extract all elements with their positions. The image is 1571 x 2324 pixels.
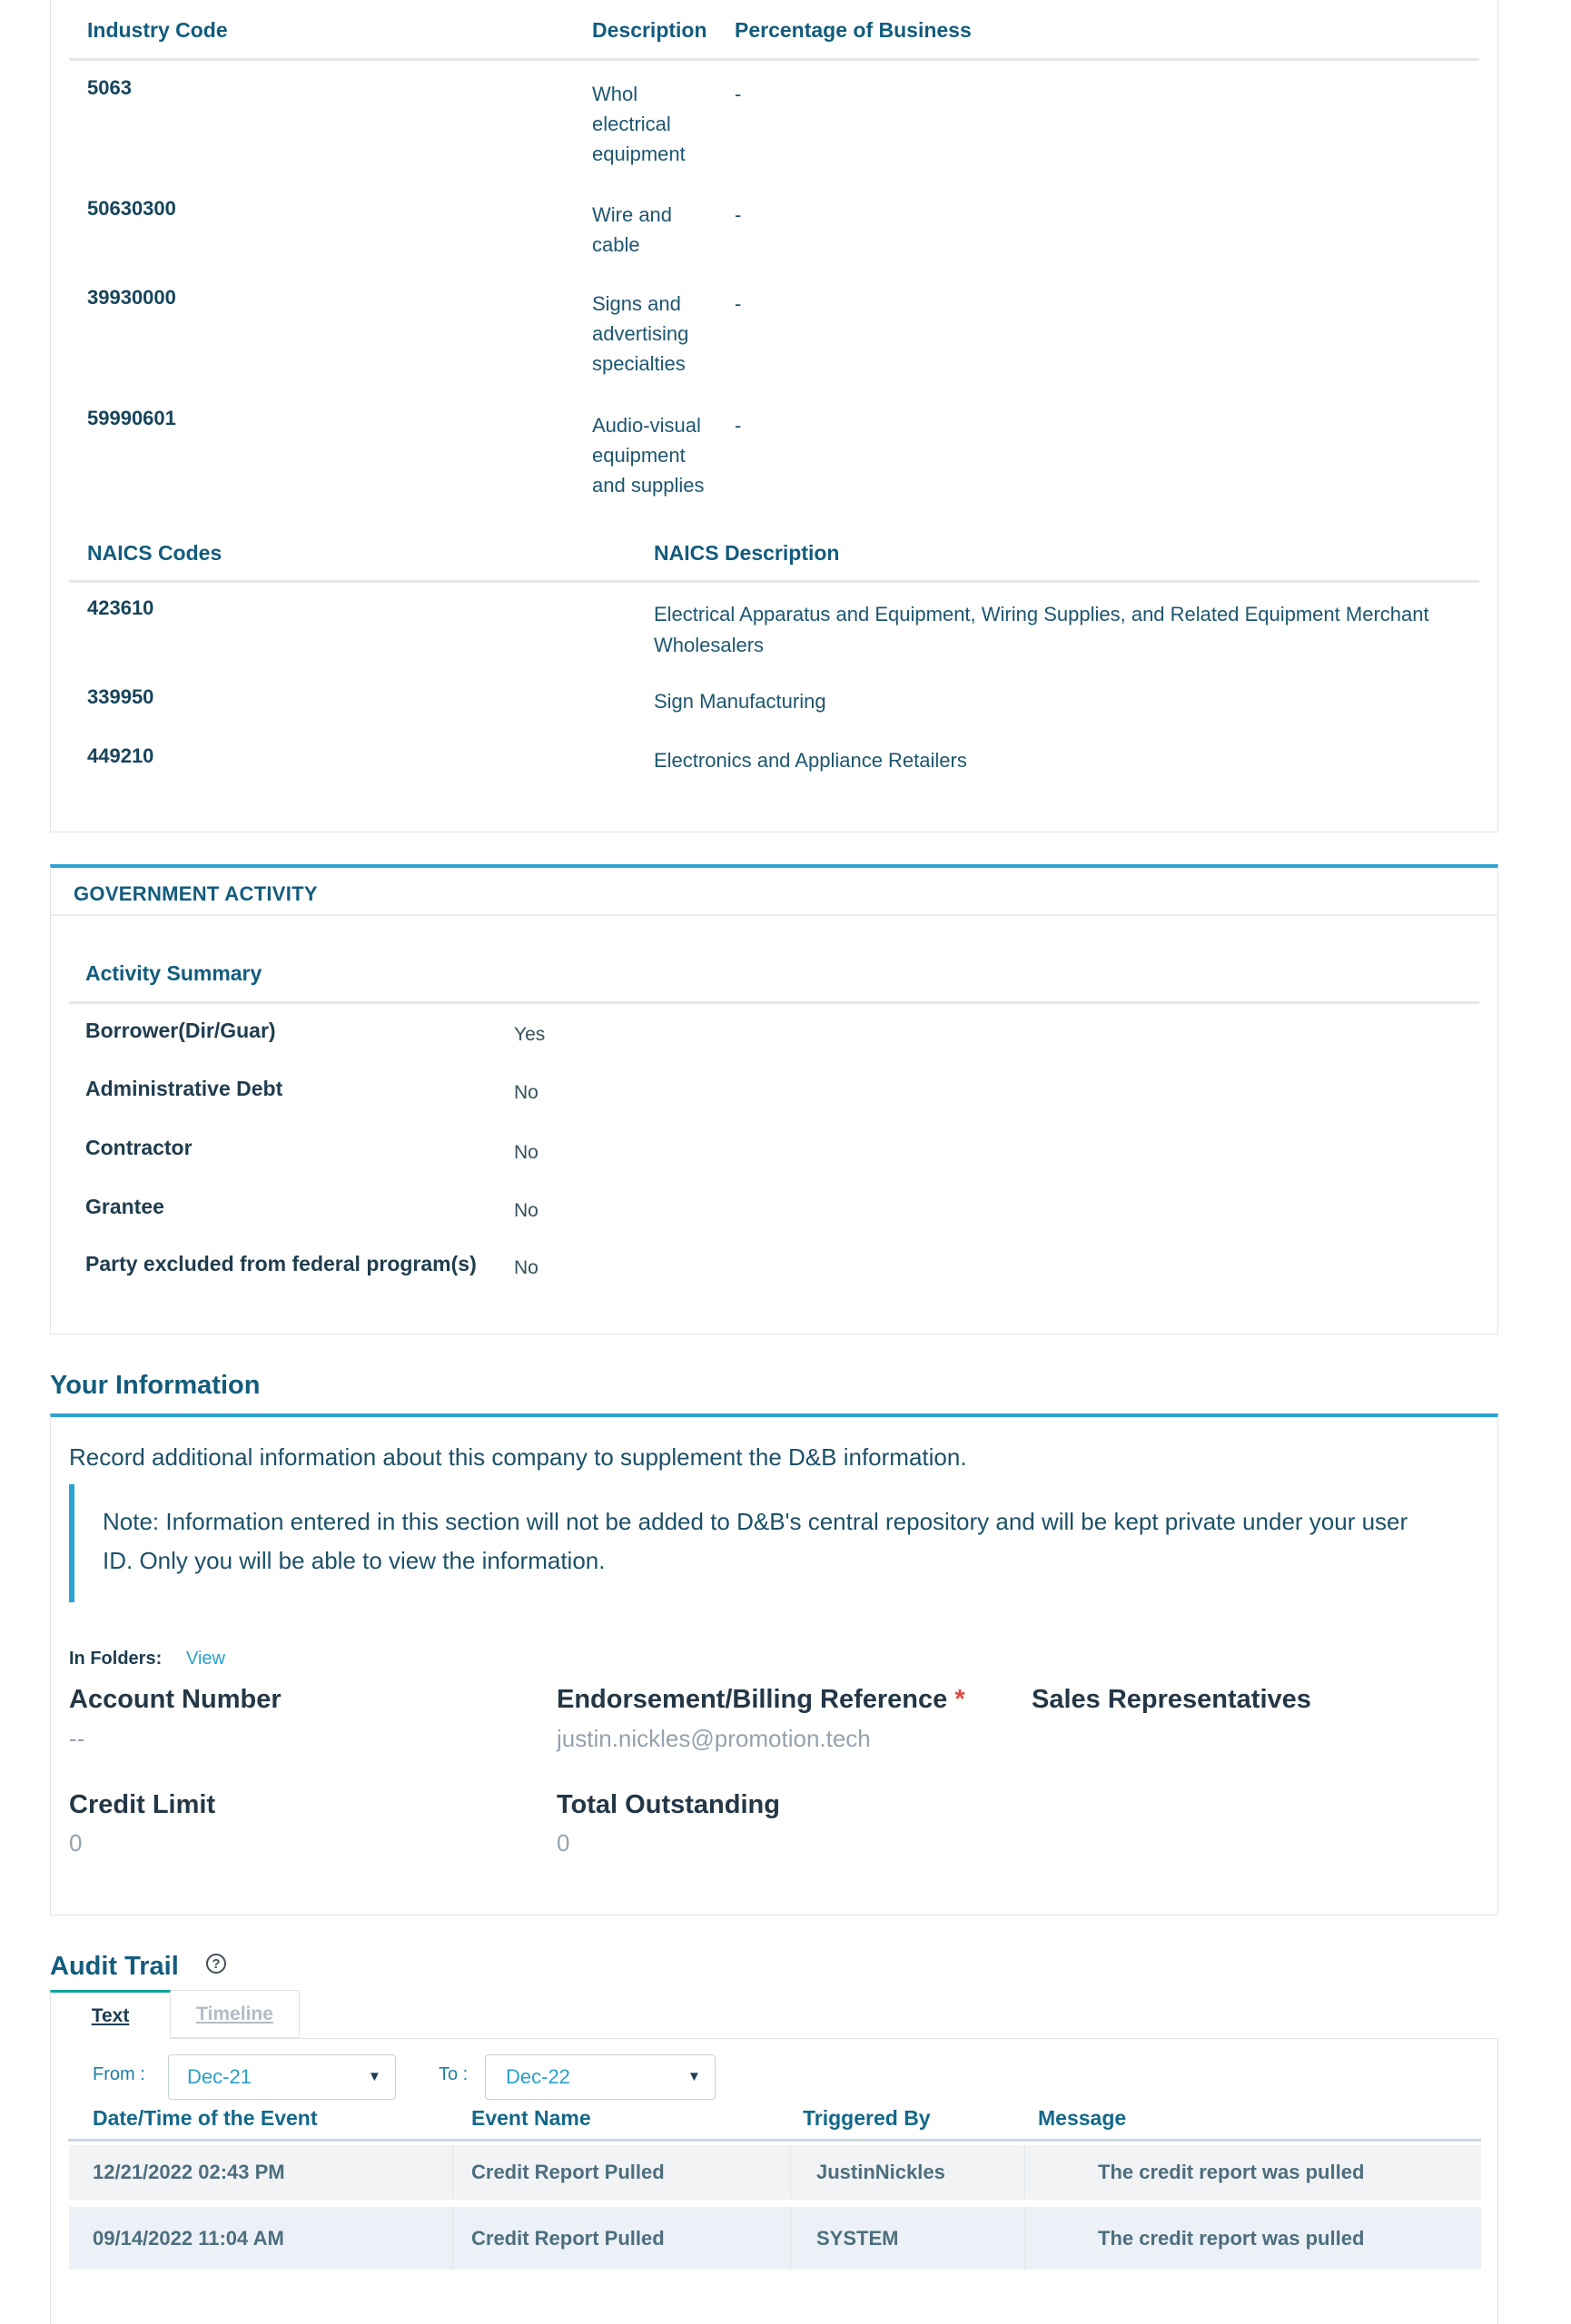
chevron-down-icon: ▼ [368,2069,381,2084]
activity-row-value: No [514,1200,538,1221]
to-label: To : [439,2064,469,2084]
activity-row-value: No [514,1142,538,1163]
activity-row-label: Administrative Debt [85,1077,283,1100]
table-row[interactable] [69,2207,1481,2270]
activity-summary-divider [69,1001,1479,1004]
naics-code-cell: 339950 [87,685,154,708]
tab-text-label: Text [91,2004,130,2026]
your-information-card [50,1413,1498,1915]
total-outstanding-value[interactable]: 0 [557,1829,570,1856]
note-text: Note: Information entered in this section will not be added to D&B's central repository and will be kept private under your user ID. Only you will be able to view the information. [103,1508,1408,1574]
header-divider [69,58,1479,61]
industry-pct-cell: - [735,203,742,226]
tab-text[interactable] [50,1990,171,2039]
activity-row-label: Contractor [85,1136,193,1159]
industry-code-cell: 39930000 [87,286,176,309]
naics-description-header: NAICS Description [654,541,840,565]
industry-desc-cell: Signs and advertising specialties [592,292,689,375]
your-information-title: Your Information [50,1371,261,1400]
industry-code-cell: 5063 [87,76,132,99]
audit-header-message: Message [1038,2106,1127,2130]
tab-timeline[interactable] [171,1990,300,2038]
account-number-value[interactable]: -- [69,1725,85,1752]
industry-desc-cell: Wire and cable [592,203,673,256]
audit-cell-datetime: 12/21/2022 02:43 PM [69,2145,453,2200]
audit-header-underline [68,2139,1481,2142]
section-header-divider [51,914,1497,916]
endorsement-value[interactable]: justin.nickles@promotion.tech [557,1725,871,1752]
description-header: Description [592,18,707,42]
your-information-intro: Record additional information about this company to supplement the D&B information. [69,1443,967,1471]
industry-pct-cell: - [735,414,742,437]
activity-row-label: Party excluded from federal program(s) [85,1252,477,1275]
note-accent-bar [69,1484,74,1602]
activity-row-value: No [514,1082,538,1103]
credit-limit-label: Credit Limit [69,1790,216,1819]
audit-cell-event: Credit Report Pulled [453,2145,791,2200]
activity-row-value: No [514,1257,538,1278]
industry-code-header: Industry Code [87,18,228,42]
naics-desc-cell: Electronics and Appliance Retailers [654,749,967,772]
to-date-select[interactable] [485,2054,716,2100]
tab-timeline-label: Timeline [196,2003,273,2024]
industry-desc-cell: Whol electrical equipment [592,83,686,165]
industry-naics-card [50,0,1498,832]
industry-desc-cell: Audio-visual equipment and supplies [592,414,705,497]
activity-row-label: Grantee [85,1195,164,1218]
audit-cell-triggered: JustinNickles [791,2145,1025,2200]
from-label: From : [93,2064,145,2084]
government-activity-card [50,864,1498,1334]
credit-limit-value[interactable]: 0 [69,1829,83,1856]
industry-code-cell: 59990601 [87,407,176,429]
audit-header-datetime: Date/Time of the Event [93,2106,318,2130]
industry-pct-cell: - [735,83,742,105]
from-date-select[interactable] [168,2054,396,2100]
account-number-label: Account Number [69,1685,282,1714]
total-outstanding-label: Total Outstanding [557,1790,780,1819]
naics-code-cell: 449210 [87,744,154,767]
naics-desc-cell: Sign Manufacturing [654,690,826,713]
audit-cell-triggered: SYSTEM [791,2207,1025,2270]
sales-representatives-label: Sales Representatives [1032,1685,1311,1714]
naics-header-divider [69,580,1479,583]
industry-pct-cell: - [735,292,742,315]
activity-summary-title: Activity Summary [85,961,262,985]
help-icon[interactable]: ? [206,1954,226,1974]
activity-row-label: Borrower(Dir/Guar) [85,1019,276,1042]
audit-cell-message: The credit report was pulled [1098,2161,1365,2183]
audit-trail-title: Audit Trail [50,1952,179,1981]
naics-codes-header: NAICS Codes [87,541,222,565]
in-folders-label: In Folders: [69,1649,163,1669]
activity-row-value: Yes [514,1024,546,1045]
endorsement-label: Endorsement/Billing Reference * [557,1685,965,1714]
naics-desc-cell: Electrical Apparatus and Equipment, Wiring Supplies, and Related Equipment Merchant Wholesalers [654,603,1429,656]
audit-cell-datetime: 09/14/2022 11:04 AM [69,2207,453,2270]
required-asterisk: * [954,1685,965,1714]
audit-cell-event: Credit Report Pulled [453,2207,791,2270]
government-activity-title: GOVERNMENT ACTIVITY [74,882,318,905]
audit-header-event: Event Name [471,2106,591,2130]
from-date-value: Dec-21 [187,2065,252,2088]
table-row[interactable] [69,2145,1481,2200]
percentage-header: Percentage of Business [735,18,972,42]
industry-code-cell: 50630300 [87,197,176,220]
naics-code-cell: 423610 [87,596,154,619]
audit-cell-message: The credit report was pulled [1098,2226,1365,2250]
chevron-down-icon: ▼ [687,2069,701,2084]
view-folders-link[interactable]: View [186,1649,225,1669]
to-date-value: Dec-22 [506,2065,570,2088]
audit-header-triggered-by: Triggered By [803,2106,931,2130]
